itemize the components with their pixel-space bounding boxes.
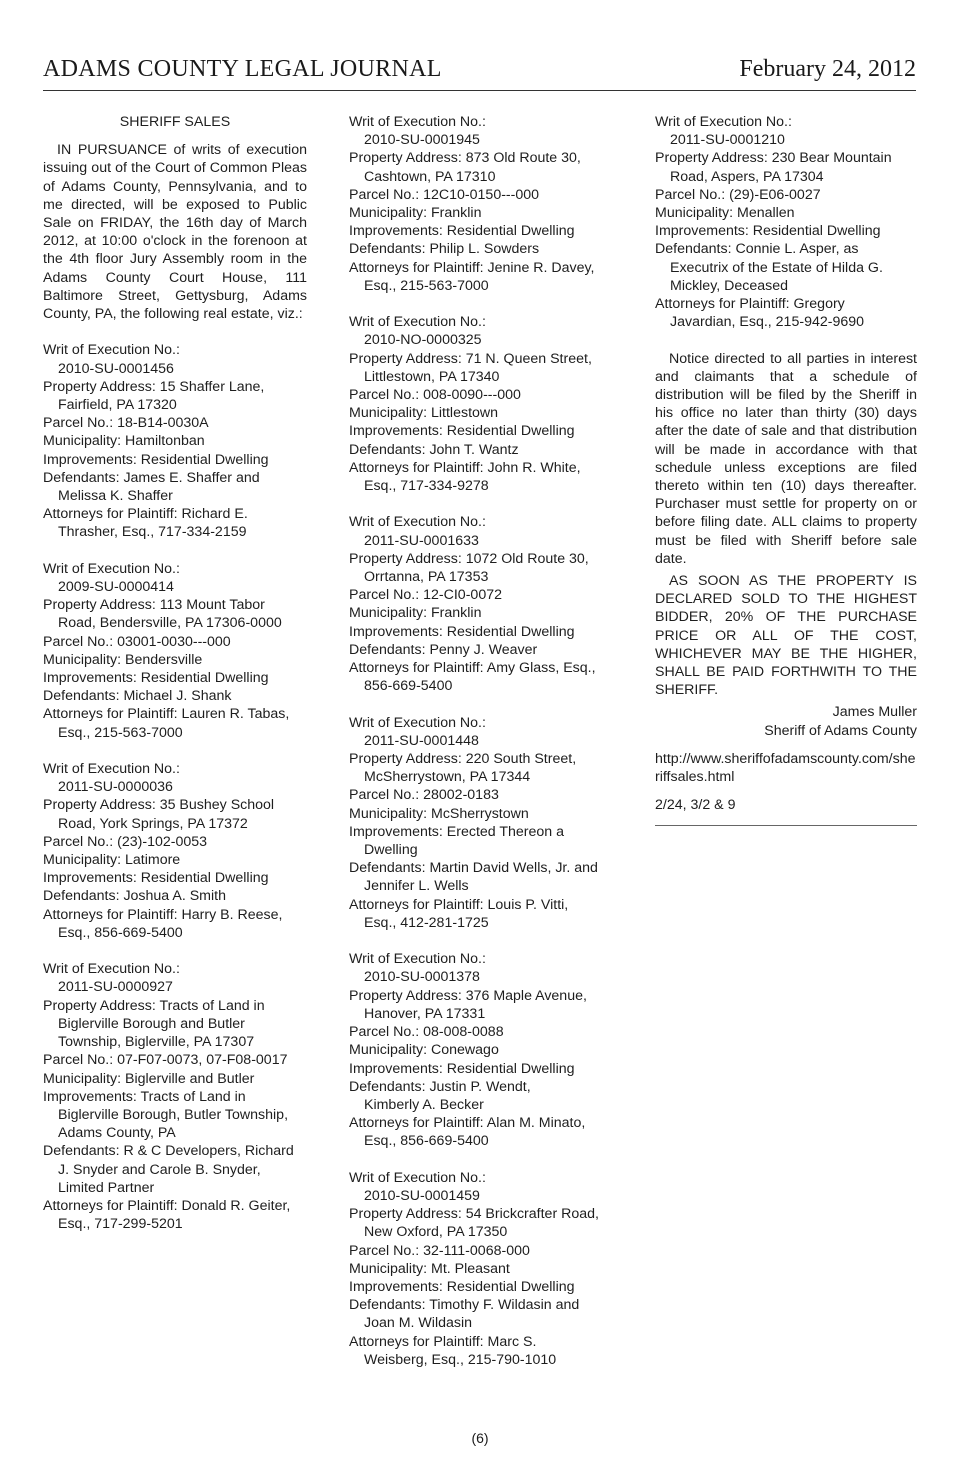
writ-entry [349,950,613,1150]
writ-number: 2010-SU-0001945 [364,132,480,149]
attorneys-cont: 856-669-5400 [364,678,453,695]
improvements: Improvements: Tracts of Land in [43,1088,246,1105]
page-number: (6) [471,1430,489,1446]
writ-label: Writ of Execution No.: [43,761,180,778]
property-address-cont: Orrtanna, PA 17353 [364,569,489,586]
attorneys-cont: Weisberg, Esq., 215-790-1010 [364,1351,557,1368]
property-address: Property Address: Tracts of Land in [43,997,265,1014]
municipality: Municipality: Bendersville [43,651,203,668]
municipality: Municipality: Latimore [43,852,181,869]
defendants-cont: Jennifer L. Wells [364,878,469,895]
property-address-cont: Cashtown, PA 17310 [364,168,496,185]
writ-label: Writ of Execution No.: [349,314,486,331]
sheriff-sales-url[interactable]: http://www.sheriffofadamscounty.com/sheriffsales.html [655,750,916,786]
property-address-cont: Littlestown, PA 17340 [364,368,500,385]
writ-number: 2010-SU-0001459 [364,1187,480,1204]
parcel-number: Parcel No.: 12C10-0150---000 [349,186,540,203]
defendants-cont: Limited Partner [58,1179,155,1196]
property-address: Property Address: 376 Maple Avenue, [349,987,587,1004]
defendants: Defendants: Connie L. Asper, as [655,241,859,258]
defendants: Defendants: James E. Shaffer and [43,469,260,486]
municipality: Municipality: Biglerville and Butler [43,1070,255,1087]
column-1 [43,113,307,1252]
writ-label: Writ of Execution No.: [43,560,180,577]
property-address: Property Address: 35 Bushey School [43,797,275,814]
improvements: Improvements: Residential Dwelling [349,623,575,640]
defendants: Defendants: Martin David Wells, Jr. and [349,860,598,877]
property-address: Property Address: 15 Shaffer Lane, [43,378,265,395]
issue-date: February 24, 2012 [739,56,916,82]
property-address: Property Address: 230 Bear Mountain [655,150,892,167]
attorneys-cont: Esq., 215-563-7000 [58,724,183,741]
attorneys-cont: Esq., 717-299-5201 [58,1216,183,1233]
improvements: Improvements: Residential Dwelling [655,223,881,240]
attorneys-cont: Javardian, Esq., 215-942-9690 [670,314,865,331]
improvements: Improvements: Residential Dwelling [349,1278,575,1295]
writ-entry [43,960,307,1233]
attorneys: Attorneys for Plaintiff: Gregory [655,296,845,313]
municipality: Municipality: Menallen [655,205,795,222]
writ-number: 2010-SU-0001456 [58,360,174,377]
improvements-cont: Dwelling [364,842,418,859]
writ-label: Writ of Execution No.: [655,114,792,130]
attorneys: Attorneys for Plaintiff: Louis P. Vitti, [349,896,569,913]
property-address: Property Address: 873 Old Route 30, [349,150,581,167]
writ-entry [43,760,307,942]
defendants: Defendants: Penny J. Weaver [349,641,538,658]
attorneys-cont: Esq., 717-334-9278 [364,478,489,495]
attorneys-cont: Esq., 856-669-5400 [364,1133,489,1150]
improvements: Improvements: Residential Dwelling [43,870,269,887]
writ-entry [43,560,307,742]
journal-title: ADAMS COUNTY LEGAL JOURNAL [43,56,442,82]
municipality: Municipality: Littlestown [349,405,499,422]
sheriff-title: Sheriff of Adams County [764,722,917,739]
writ-label: Writ of Execution No.: [349,714,486,731]
distribution-notice: Notice directed to all parties in interest and claimants that a schedule of distribution will be filed by the Sheriff in his office no later than thirty (30) days after the date of sale and that distribution will be made in accordance with that schedule unless exceptions are filed thereto within ten (10) days thereafter. Purchaser must settle for property on or before filing date. ALL claims to property must be filed with Sheriff before sale date. [655,350,917,567]
signature-block [655,703,917,739]
improvements: Improvements: Residential Dwelling [43,670,269,687]
writ-entry [43,341,307,541]
payment-notice: AS SOON AS THE PROPERTY IS DECLARED SOLD TO THE HIGHEST BIDDER, 20% OF THE PURCHASE PRICE OR ALL OF THE COST, WHICHEVER MAY BE THE HIGHER, SHALL BE PAID FORTHWITH TO THE SHERIFF. [655,573,917,699]
writ-label: Writ of Execution No.: [349,114,486,130]
parcel-number: Parcel No.: 07-F07-0073, 07-F08-0017 [43,1052,288,1069]
defendants: Defendants: Timothy F. Wildasin and [349,1297,580,1314]
writ-label: Writ of Execution No.: [43,342,180,359]
property-address: Property Address: 1072 Old Route 30, [349,550,589,567]
municipality: Municipality: McSherrystown [349,805,529,822]
defendants: Defendants: Joshua A. Smith [43,888,226,905]
attorneys: Attorneys for Plaintiff: Harry B. Reese, [43,906,283,923]
parcel-number: Parcel No.: 12-CI0-0072 [349,587,502,604]
property-address-cont: Fairfield, PA 17320 [58,397,177,414]
property-address-cont: New Oxford, PA 17350 [364,1224,508,1241]
attorneys: Attorneys for Plaintiff: Donald R. Geiter, [43,1197,291,1214]
municipality: Municipality: Franklin [349,205,482,222]
property-address: Property Address: 54 Brickcrafter Road, [349,1206,599,1223]
property-address-cont: Hanover, PA 17331 [364,1005,486,1022]
attorneys: Attorneys for Plaintiff: Alan M. Minato, [349,1115,586,1132]
attorneys: Attorneys for Plaintiff: Lauren R. Tabas, [43,706,290,723]
writ-number: 2010-SU-0001378 [364,969,480,986]
attorneys: Attorneys for Plaintiff: Amy Glass, Esq., [349,660,596,677]
parcel-number: Parcel No.: 32-111-0068-000 [349,1242,530,1259]
column-3 [655,113,917,826]
parcel-number: Parcel No.: (29)-E06-0027 [655,186,821,203]
writ-entry [349,714,613,932]
defendants: Defendants: John T. Wantz [349,441,519,458]
writ-entry [349,1169,613,1369]
writ-number: 2011-SU-0001210 [670,132,785,149]
publication-dates: 2/24, 3/2 & 9 [655,796,917,825]
defendants-cont: Mickley, Deceased [670,277,789,294]
writ-label: Writ of Execution No.: [349,514,486,531]
property-address-cont: Road, Aspers, PA 17304 [670,168,824,185]
parcel-number: Parcel No.: 03001-0030---000 [43,633,231,650]
property-address: Property Address: 113 Mount Tabor [43,597,265,614]
defendants-cont: J. Snyder and Carole B. Snyder, [58,1161,261,1178]
parcel-number: Parcel No.: 18-B14-0030A [43,415,209,432]
municipality: Municipality: Hamiltonban [43,433,205,450]
attorneys-cont: Esq., 215-563-7000 [364,277,489,294]
writ-entry [655,113,917,331]
parcel-number: Parcel No.: 008-0090---000 [349,387,521,404]
writ-number: 2011-SU-0001448 [364,732,479,749]
attorneys-cont: Esq., 412-281-1725 [364,914,489,931]
attorneys-cont: Thrasher, Esq., 717-334-2159 [58,524,247,541]
property-address-cont: Road, Bendersville, PA 17306-0000 [58,615,282,632]
writ-label: Writ of Execution No.: [349,1169,486,1186]
defendants: Defendants: Michael J. Shank [43,688,232,705]
defendants: Defendants: R & C Developers, Richard [43,1143,294,1160]
defendants-cont: Melissa K. Shaffer [58,488,173,505]
sheriff-name: James Muller [832,704,917,721]
property-address: Property Address: 220 South Street, [349,751,577,768]
intro-paragraph: IN PURSUANCE of writs of execution issuing out of the Court of Common Pleas of Adams County, Pennsylvania, and to me directed, will be exposed to Public Sale on FRIDAY, the 16th day of March 2012, at 10:00 o'clock in the forenoon at the 4th floor Jury Assembly room in the Adams County Court House, 111 Baltimore Street, Gettysburg, Adams County, PA, the following real estate, viz.: [43,142,307,323]
property-address: Property Address: 71 N. Queen Street, [349,350,592,367]
writ-label: Writ of Execution No.: [349,951,486,968]
defendants-cont: Joan M. Wildasin [364,1315,473,1332]
parcel-number: Parcel No.: 28002-0183 [349,787,499,804]
defendants: Defendants: Philip L. Sowders [349,241,540,258]
improvements: Improvements: Residential Dwelling [349,223,575,240]
improvements: Improvements: Erected Thereon a [349,823,565,840]
improvements: Improvements: Residential Dwelling [349,1060,575,1077]
attorneys-cont: Esq., 856-669-5400 [58,924,183,941]
writ-number: 2010-NO-0000325 [364,332,482,349]
parcel-number: Parcel No.: (23)-102-0053 [43,833,208,850]
defendants-cont: Executrix of the Estate of Hilda G. [670,259,883,276]
writ-number: 2011-SU-0000927 [58,979,173,996]
writ-entry [349,313,613,495]
journal-header [43,52,916,91]
improvements: Improvements: Residential Dwelling [43,451,269,468]
property-address-cont: Road, York Springs, PA 17372 [58,815,248,832]
municipality: Municipality: Mt. Pleasant [349,1260,510,1277]
property-address-cont: Biglerville Borough and Butler Township, Biglerville, PA 17307 [58,1015,255,1051]
improvements-cont: Biglerville Borough, Butler Township, Adams County, PA [58,1106,289,1142]
improvements: Improvements: Residential Dwelling [349,423,575,440]
municipality: Municipality: Franklin [349,605,482,622]
municipality: Municipality: Conewago [349,1042,499,1059]
writ-entry [349,513,613,695]
writ-number: 2011-SU-0000036 [58,779,173,796]
property-address-cont: McSherrystown, PA 17344 [364,769,531,786]
attorneys: Attorneys for Plaintiff: John R. White, [349,459,581,476]
attorneys: Attorneys for Plaintiff: Marc S. [349,1333,537,1350]
writ-number: 2011-SU-0001633 [364,532,479,549]
defendants-cont: Kimberly A. Becker [364,1096,484,1113]
writ-number: 2009-SU-0000414 [58,579,174,596]
defendants: Defendants: Justin P. Wendt, [349,1078,531,1095]
section-title: SHERIFF SALES [119,114,231,130]
parcel-number: Parcel No.: 08-008-0088 [349,1024,504,1041]
column-2 [349,113,613,1387]
writ-entry [349,113,613,295]
attorneys: Attorneys for Plaintiff: Richard E. [43,506,248,523]
attorneys: Attorneys for Plaintiff: Jenine R. Davey, [349,259,595,276]
writ-label: Writ of Execution No.: [43,961,180,978]
